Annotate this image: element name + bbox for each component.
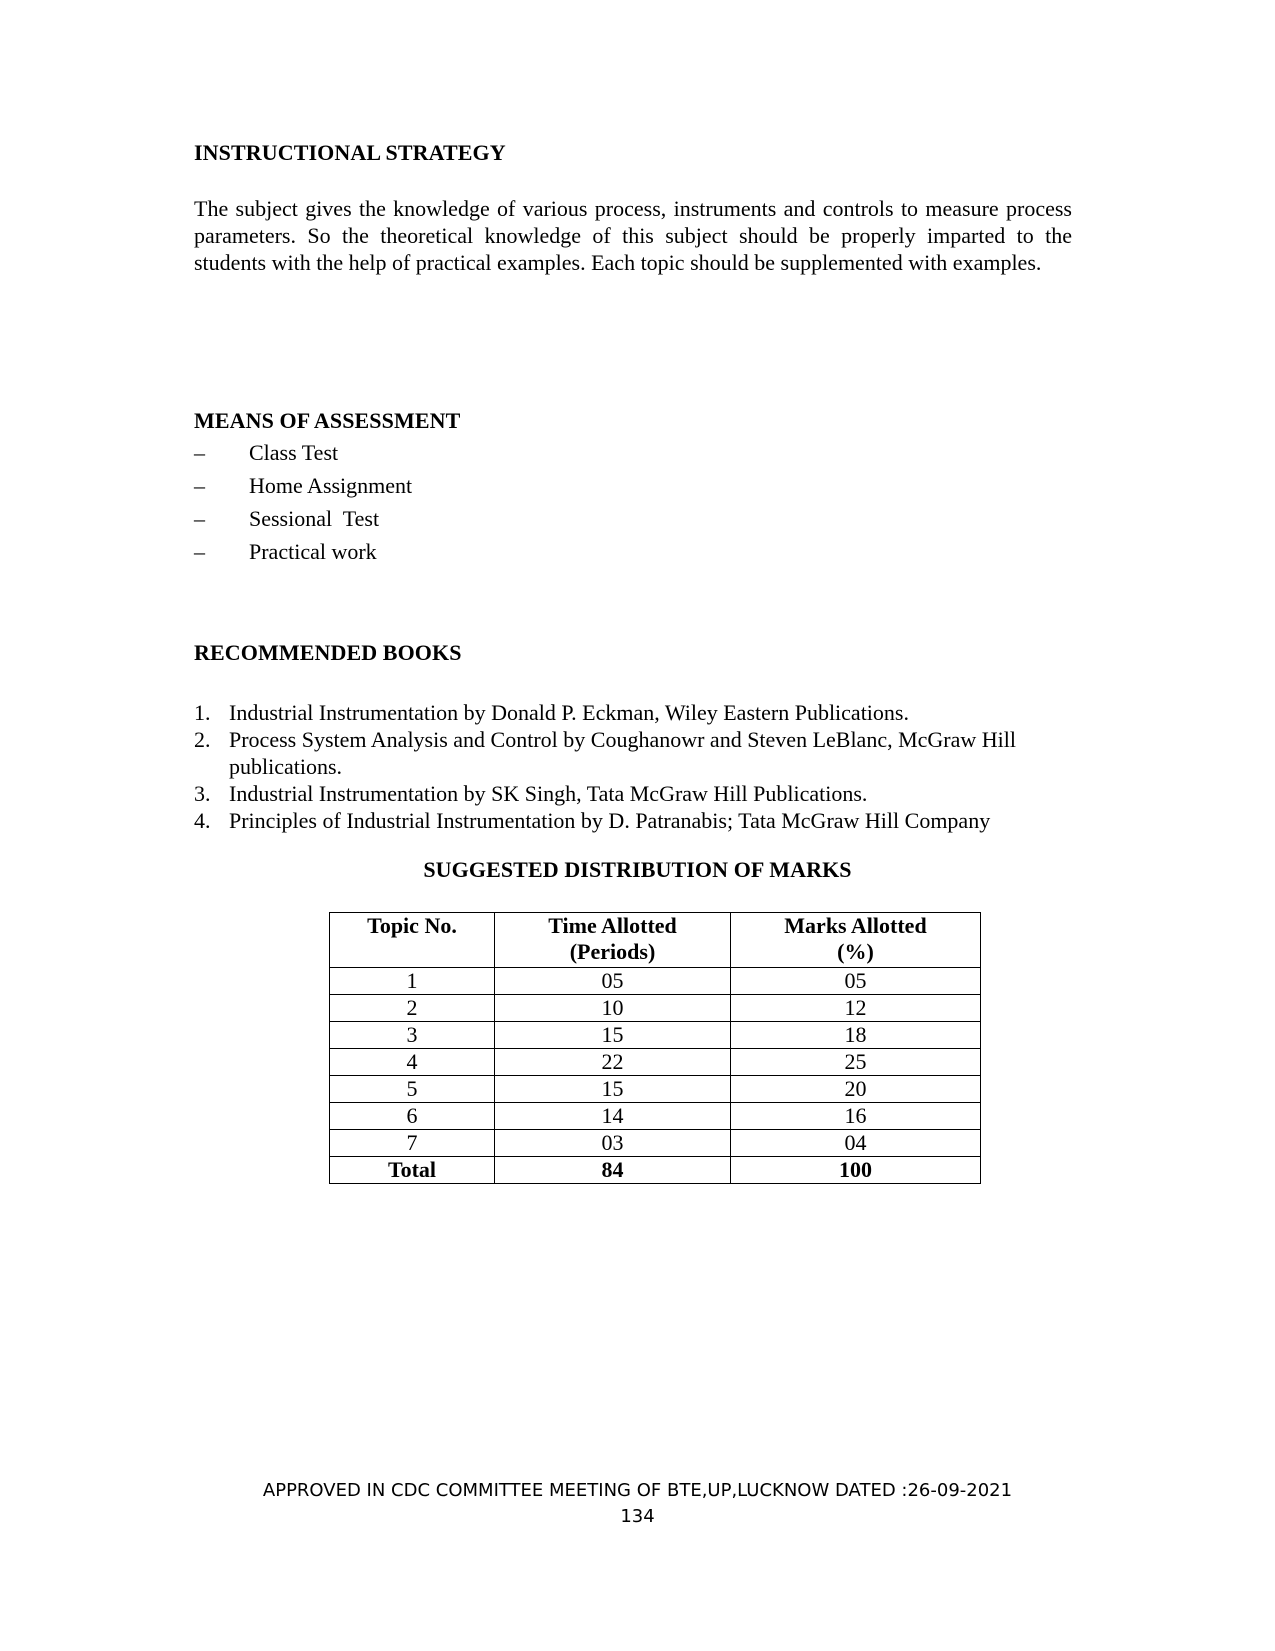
- time-cell: 10: [495, 995, 731, 1022]
- dash-bullet: –: [194, 440, 205, 465]
- total-marks-cell: 100: [731, 1157, 981, 1184]
- dash-bullet: –: [194, 506, 205, 531]
- book-text: Industrial Instrumentation by SK Singh, Tata McGraw Hill Publications.: [229, 781, 868, 806]
- marks-table-title: SUGGESTED DISTRIBUTION OF MARKS: [423, 857, 852, 882]
- table-row: [330, 968, 981, 995]
- time-cell: 22: [495, 1049, 731, 1076]
- dash-bullet: –: [194, 473, 205, 498]
- time-cell: 03: [495, 1130, 731, 1157]
- marks-distribution-table: [329, 912, 981, 1184]
- instructional-strategy-text: The subject gives the knowledge of various process, instruments and controls to measure process parameters. So the theoretical knowledge of this subject should be properly imparted to the students with the help of practical examples. Each topic should be supplemented with examples.: [194, 196, 1072, 275]
- table-row: [330, 1076, 981, 1103]
- list-item: [194, 699, 1094, 726]
- time-cell: 15: [495, 1022, 731, 1049]
- instructional-strategy-heading: INSTRUCTIONAL STRATEGY: [194, 140, 506, 165]
- marks-cell: 25: [731, 1049, 981, 1076]
- table-row: [330, 1103, 981, 1130]
- header-time-allotted: Time Allotted (Periods): [495, 913, 731, 968]
- marks-cell: 04: [731, 1130, 981, 1157]
- table-total-row: [330, 1157, 981, 1184]
- list-item: [194, 726, 1094, 780]
- total-label-cell: Total: [330, 1157, 495, 1184]
- table-row: [330, 1022, 981, 1049]
- table-row: [330, 1049, 981, 1076]
- list-item: [194, 807, 1094, 834]
- marks-cell: 16: [731, 1103, 981, 1130]
- time-cell: 14: [495, 1103, 731, 1130]
- topic-cell: 1: [330, 968, 495, 995]
- topic-cell: 4: [330, 1049, 495, 1076]
- assessment-item: Practical work: [249, 539, 377, 564]
- table-row: [330, 995, 981, 1022]
- book-text: Industrial Instrumentation by Donald P. Eckman, Wiley Eastern Publications.: [229, 700, 909, 725]
- time-cell: 15: [495, 1076, 731, 1103]
- total-time-cell: 84: [495, 1157, 731, 1184]
- book-number: 2.: [194, 727, 211, 752]
- marks-cell: 18: [731, 1022, 981, 1049]
- topic-cell: 5: [330, 1076, 495, 1103]
- topic-cell: 3: [330, 1022, 495, 1049]
- means-of-assessment-heading: MEANS OF ASSESSMENT: [194, 408, 461, 433]
- topic-cell: 2: [330, 995, 495, 1022]
- table-header-row: [330, 913, 981, 968]
- books-list: [194, 699, 1094, 834]
- book-text: Principles of Industrial Instrumentation by D. Patranabis; Tata McGraw Hill Company: [229, 808, 991, 833]
- assessment-item: Home Assignment: [249, 473, 413, 498]
- marks-cell: 12: [731, 995, 981, 1022]
- marks-cell: 05: [731, 968, 981, 995]
- recommended-books-heading: RECOMMENDED BOOKS: [194, 640, 462, 665]
- assessment-item: Sessional Test: [249, 506, 380, 531]
- list-item: [194, 780, 1094, 807]
- approval-footer: APPROVED IN CDC COMMITTEE MEETING OF BTE,UP,LUCKNOW DATED :26-09-2021: [262, 1480, 1013, 1501]
- header-marks-allotted: Marks Allotted (%): [731, 913, 981, 968]
- header-topic-no: Topic No.: [330, 913, 495, 968]
- time-cell: 05: [495, 968, 731, 995]
- dash-bullet: –: [194, 539, 205, 564]
- topic-cell: 6: [330, 1103, 495, 1130]
- page-number: 134: [620, 1506, 655, 1527]
- book-number: 4.: [194, 808, 211, 833]
- table-row: [330, 1130, 981, 1157]
- assessment-item: Class Test: [249, 440, 339, 465]
- book-number: 3.: [194, 781, 211, 806]
- book-text: Process System Analysis and Control by Coughanowr and Steven LeBlanc, McGraw Hill publications.: [229, 727, 1017, 779]
- topic-cell: 7: [330, 1130, 495, 1157]
- book-number: 1.: [194, 700, 211, 725]
- marks-cell: 20: [731, 1076, 981, 1103]
